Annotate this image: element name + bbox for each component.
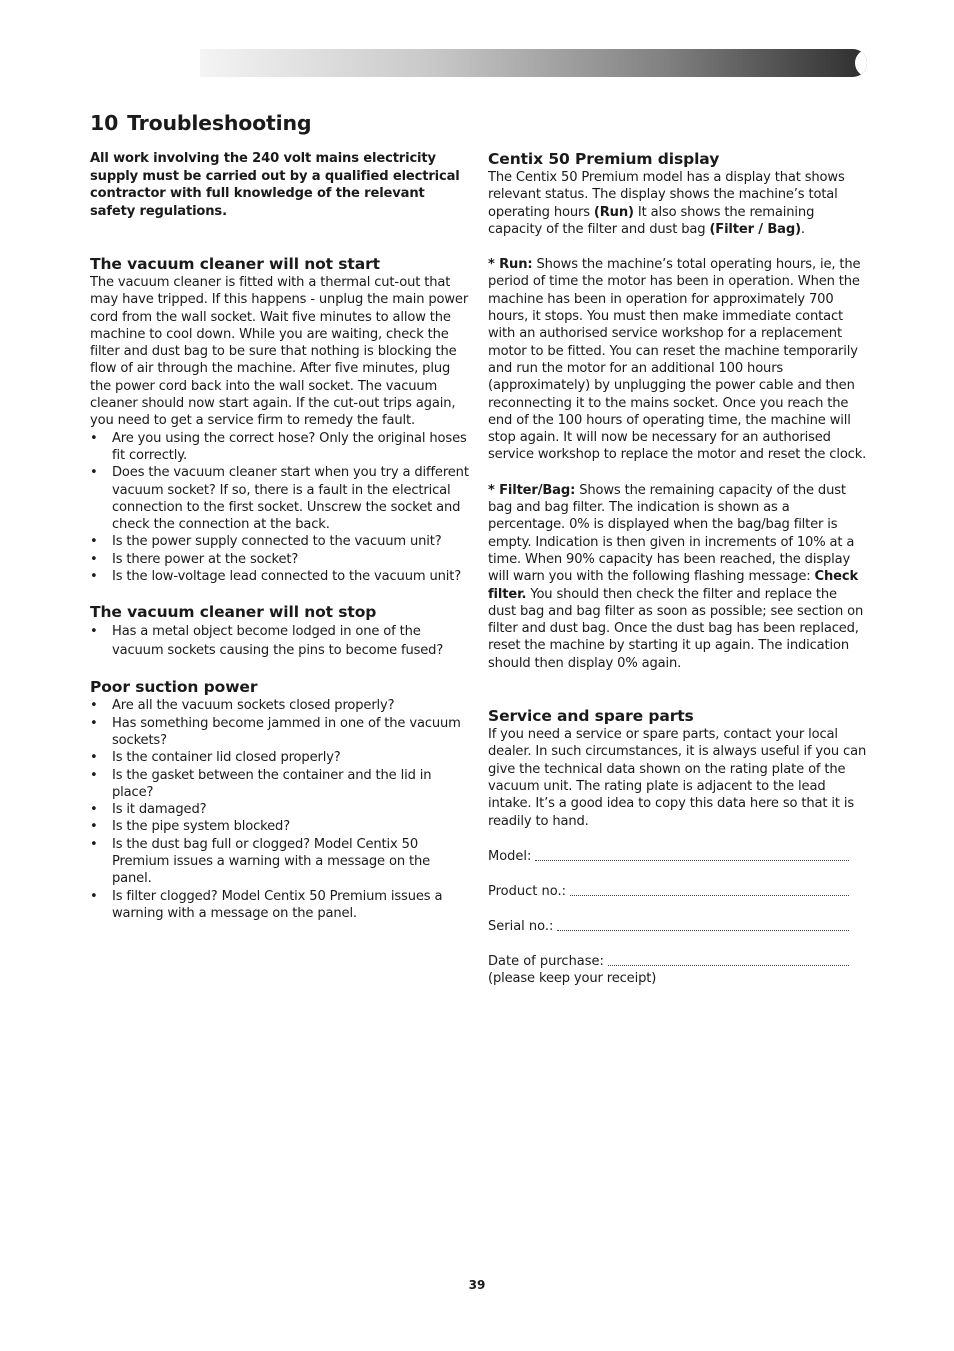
not-start-body: The vacuum cleaner is fitted with a thermal cut-out that may have tripped. If this happens - unplug the main power cord from the wall socket. Wait five minutes to allow the machine to cool down. While you are waiting, check the filter and dust bag to be sure that nothing is blocking the flow of air through the machine. After five minutes, plug the power cord back into the wall socket. The vacuum cleaner should now start again. If the cut-out trips again, you need to get a service firm to remedy the fault. (90, 275, 469, 429)
not-stop-list (90, 622, 470, 660)
run-label: * Run: (488, 257, 533, 273)
product-field (488, 883, 849, 900)
product-label: Product no.: (488, 883, 566, 899)
header-bar-end-cap (855, 49, 867, 77)
right-column (488, 150, 868, 987)
list-item: • Does the vacuum cleaner start when you try a different vacuum socket? If so, there is a fault in the electrical connection to the first socket. Unscrew the socket and check the connection at the back. (90, 464, 470, 533)
list-item: • Is the power supply connected to the vacuum unit? (90, 533, 470, 550)
filter-bag-label: * Filter/Bag: (488, 482, 576, 498)
section-title: Troubleshooting (127, 111, 312, 135)
not-start-heading: The vacuum cleaner will not start (90, 255, 380, 273)
date-label: Date of purchase: (488, 953, 604, 969)
poor-suction-heading: Poor suction power (90, 678, 258, 697)
display-intro: The Centix 50 Premium model has a display that shows relevant status. The display shows the machine’s total operating hours (Run) It also shows the remaining capacity of the filter and dust bag (Filter / Bag). (488, 170, 845, 237)
filter-bag-description: * Filter/Bag: Shows the remaining capacity of the dust bag and bag filter. The indication is shown as a percentage. 0% is displayed when the bag/bag filter is empty. Indication is then given in increments of 10% at a time. When 90% capacity has been reached, the display will warn you with the following flashing message: Check filter. You should then check the filter and replace the dust bag and bag filter as soon as possible; see section on filter and dust bag. Once the dust bag has been replaced, reset the machine by starting it up again. The indication should then display 0% again. (488, 482, 864, 671)
page-title (90, 111, 311, 135)
list-item: • Is filter clogged? Model Centix 50 Premium issues a warning with a message on the panel. (90, 888, 470, 923)
serial-blank-line (557, 930, 849, 931)
section-number: 10 (90, 111, 119, 135)
list-item: • Are you using the correct hose? Only the original hoses fit correctly. (90, 430, 470, 465)
run-term: (Run) (593, 204, 634, 220)
list-item: • Is the container lid closed properly? (90, 749, 470, 766)
left-column (90, 150, 470, 922)
list-item: • Has something become jammed in one of the vacuum sockets? (90, 715, 470, 750)
poor-suction-list (90, 697, 470, 922)
filter-bag-term: (Filter / Bag) (709, 221, 801, 237)
list-item: • Is the low-voltage lead connected to the vacuum unit? (90, 568, 470, 585)
model-blank-line (535, 860, 849, 861)
list-item: • Is the gasket between the container and the lid in place? (90, 767, 470, 802)
list-item: • Is the pipe system blocked? (90, 818, 470, 835)
list-item: • Is it damaged? (90, 801, 470, 818)
run-description: * Run: Shows the machine’s total operating hours, ie, the period of time the motor has been in operation. When the machine has been in operation for approximately 700 hours, it stops. You must then make immediate contact with an authorised service workshop for a replacement motor to be fitted. You can reset the machine temporarily and run the motor for an additional 100 hours (approximately) by unplugging the power cable and then reconnecting it to the mains socket. Once you reach the end of the 100 hours of operating time, the machine will stop again. It will now be necessary for an authorised service workshop to replace the motor and reset the clock. (488, 257, 867, 463)
list-item: • Is the dust bag full or clogged? Model Centix 50 Premium issues a warning with a message on the panel. (90, 836, 470, 888)
list-item: • Are all the vacuum sockets closed properly? (90, 697, 470, 714)
list-item: • Is there power at the socket? (90, 551, 470, 568)
receipt-note: (please keep your receipt) (488, 970, 657, 986)
not-stop-heading: The vacuum cleaner will not stop (90, 603, 377, 622)
product-blank-line (570, 895, 849, 896)
page-number: 39 (468, 1278, 486, 1292)
safety-warning: All work involving the 240 volt mains electricity supply must be carried out by a qualified electrical contractor with full knowledge of the relevant safety regulations. (90, 151, 460, 219)
date-field (488, 953, 849, 970)
service-body: If you need a service or spare parts, contact your local dealer. In such circumstances, it is always useful if you can give the technical data shown on the rating plate of the vacuum unit. The rating plate is adjacent to the lead intake. It’s a good idea to copy this data here so that it is readily to hand. (488, 727, 867, 829)
header-gradient-bar (200, 49, 867, 77)
list-item: • Has a metal object become lodged in one of the vacuum sockets causing the pins to become fused? (90, 622, 470, 660)
serial-field (488, 918, 849, 935)
not-start-list (90, 430, 470, 586)
date-blank-line (608, 965, 849, 966)
display-heading: Centix 50 Premium display (488, 150, 720, 168)
serial-label: Serial no.: (488, 918, 554, 934)
check-filter-message: Check filter. (488, 569, 859, 602)
service-heading: Service and spare parts (488, 707, 694, 726)
model-field (488, 848, 849, 865)
model-label: Model: (488, 848, 532, 864)
